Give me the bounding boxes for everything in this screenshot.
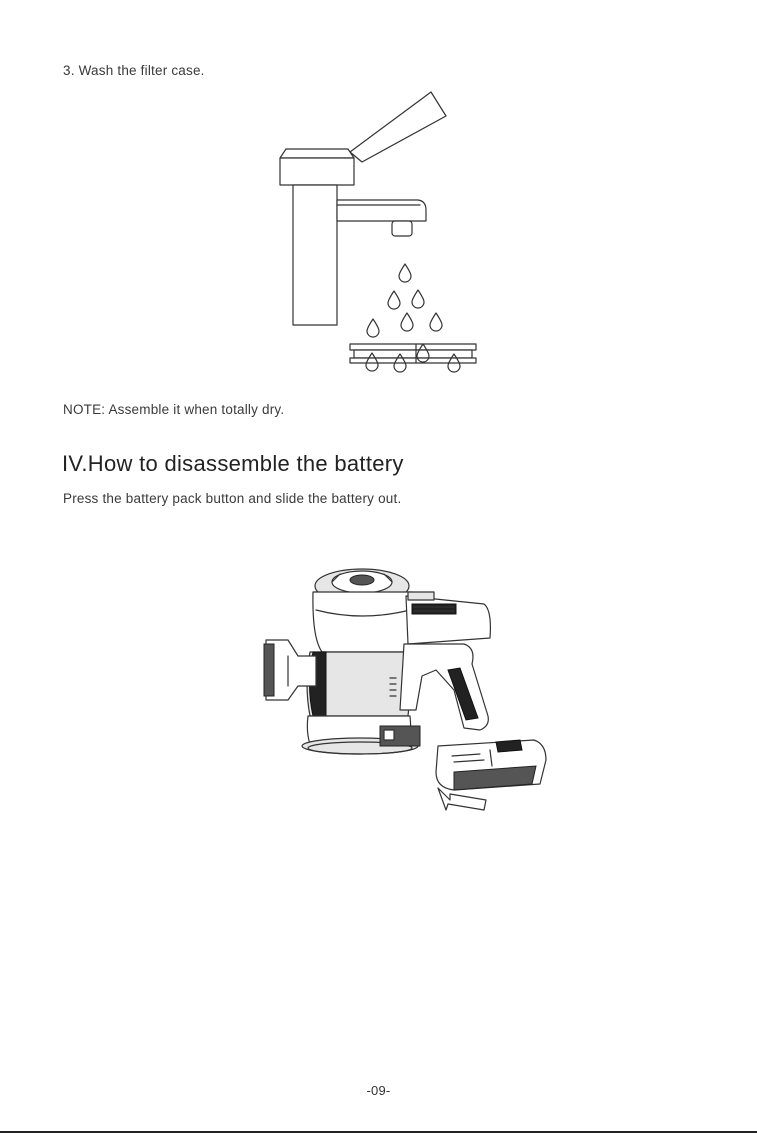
faucet-top (280, 149, 354, 158)
page-number: -09- (366, 1083, 391, 1098)
battery-instruction: Press the battery pack button and slide the battery out. (63, 491, 402, 506)
battery-release-button (496, 740, 522, 752)
water-drops (367, 264, 442, 337)
top-handle (406, 596, 490, 644)
upper-housing (313, 592, 413, 652)
filter-case (350, 344, 476, 372)
faucet-spout (337, 200, 426, 221)
faucet-head (280, 158, 354, 185)
bottom-rule (0, 1131, 757, 1133)
faucet-washing-filter-illustration (270, 88, 490, 388)
section-heading: IV.How to disassemble the battery (62, 451, 404, 476)
faucet-nozzle (392, 221, 412, 236)
slide-direction-arrow-icon (438, 788, 486, 810)
step-instruction: 3. Wash the filter case. (63, 63, 205, 78)
vacuum-battery-removal-illustration (240, 560, 560, 830)
faucet-body (293, 185, 337, 325)
faucet-lever (350, 92, 446, 162)
note-text: NOTE: Assemble it when totally dry. (63, 402, 285, 417)
led-display (412, 604, 456, 614)
